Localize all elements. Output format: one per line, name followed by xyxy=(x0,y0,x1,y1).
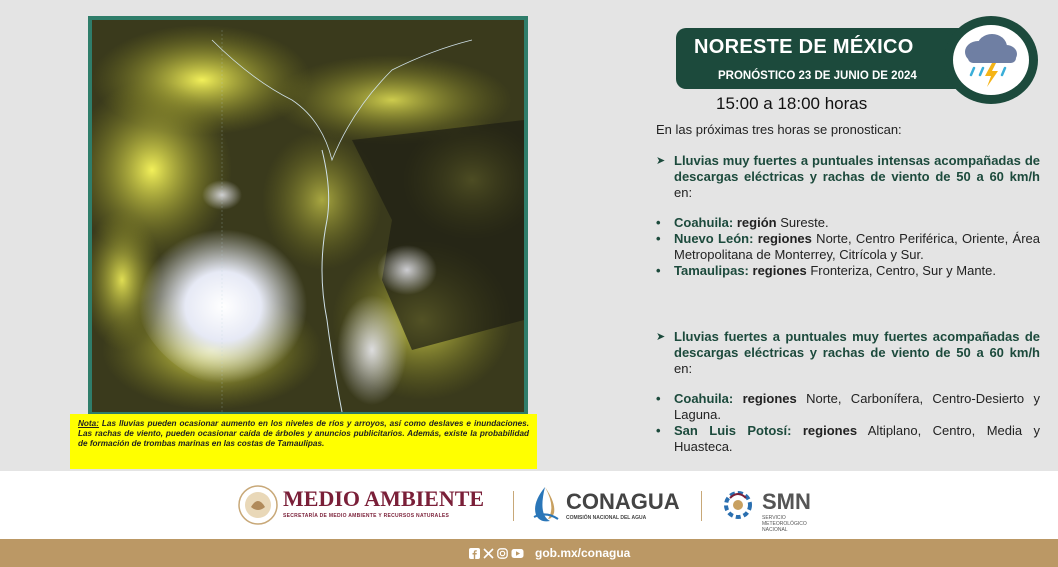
intro-text: En las próximas tres horas se pronostican: xyxy=(656,122,902,137)
x-icon[interactable] xyxy=(483,548,494,559)
logo-smn-subtitle: SERVICIO METEOROLÓGICO NACIONAL xyxy=(762,515,807,533)
list-item: • Nuevo León: regiones Norte, Centro Periférica, Oriente, Área Metropolitana de Monterrey, Citrícola y Sur. xyxy=(656,231,1040,262)
region-title: NORESTE DE MÉXICO xyxy=(694,36,914,58)
note-box xyxy=(70,414,537,469)
forecast-headline: Lluvias muy fuertes a puntuales intensas acompañadas de descargas eléctricas y rachas de viento de 50 a 60 km/h en: xyxy=(674,153,1040,200)
time-range: 15:00 a 18:00 horas xyxy=(716,94,868,113)
forecast-date: PRONÓSTICO 23 DE JUNIO DE 2024 xyxy=(718,70,917,82)
logo-conagua-subtitle: COMISIÓN NACIONAL DEL AGUA xyxy=(566,515,647,521)
arrow-bullet-icon: ➤ xyxy=(656,155,666,167)
list-item: • San Luis Potosí: regiones Altiplano, Centro, Media y Huasteca. xyxy=(656,423,1041,454)
facebook-icon[interactable] xyxy=(469,548,480,559)
bottom-bar xyxy=(0,539,1058,567)
conagua-logo-icon xyxy=(528,485,562,525)
forecast-block-1 xyxy=(656,153,1040,279)
arrow-bullet-icon: ➤ xyxy=(656,331,666,343)
logos-footer xyxy=(0,471,1058,539)
mexico-seal-icon xyxy=(238,485,278,525)
list-item: • Coahuila: región Sureste. xyxy=(656,215,829,230)
forecast-block-2 xyxy=(656,329,1040,455)
logo-smn-title: SMN xyxy=(762,489,811,514)
logo-conagua-title: CONAGUA xyxy=(566,489,680,514)
instagram-icon[interactable] xyxy=(497,548,508,559)
logo-medio-ambiente-subtitle: SECRETARÍA DE MEDIO AMBIENTE Y RECURSOS NATURALES xyxy=(283,513,450,519)
note-text: Las lluvias pueden ocasionar aumento en los niveles de ríos y arroyos, así como deslaves e inundaciones. Las rachas de viento, pueden ocasionar caída de árboles y anuncios publicitarios. Además, existe la probabilidad de formación de trombas marinas en las costas de Tamaulipas. xyxy=(78,419,529,448)
website-link[interactable]: gob.mx/conagua xyxy=(535,546,631,560)
divider xyxy=(701,491,702,521)
list-item: • Tamaulipas: regiones Fronteriza, Centro, Sur y Mante. xyxy=(656,263,996,278)
list-item: • Coahuila: regiones Norte, Carbonífera, Centro-Desierto y Laguna. xyxy=(656,391,1040,422)
cloud-rain-lightning-icon xyxy=(958,30,1024,90)
divider xyxy=(513,491,514,521)
forecast-headline: Lluvias fuertes a puntuales muy fuertes acompañadas de descargas eléctricas y rachas de viento de 50 a 60 km/h en: xyxy=(674,329,1040,376)
youtube-icon[interactable] xyxy=(511,548,524,559)
satellite-image xyxy=(88,16,528,416)
weather-badge xyxy=(944,16,1038,104)
logo-medio-ambiente-title: MEDIO AMBIENTE xyxy=(283,486,485,511)
note-label: Nota: xyxy=(78,419,99,428)
smn-logo-icon xyxy=(718,486,758,524)
